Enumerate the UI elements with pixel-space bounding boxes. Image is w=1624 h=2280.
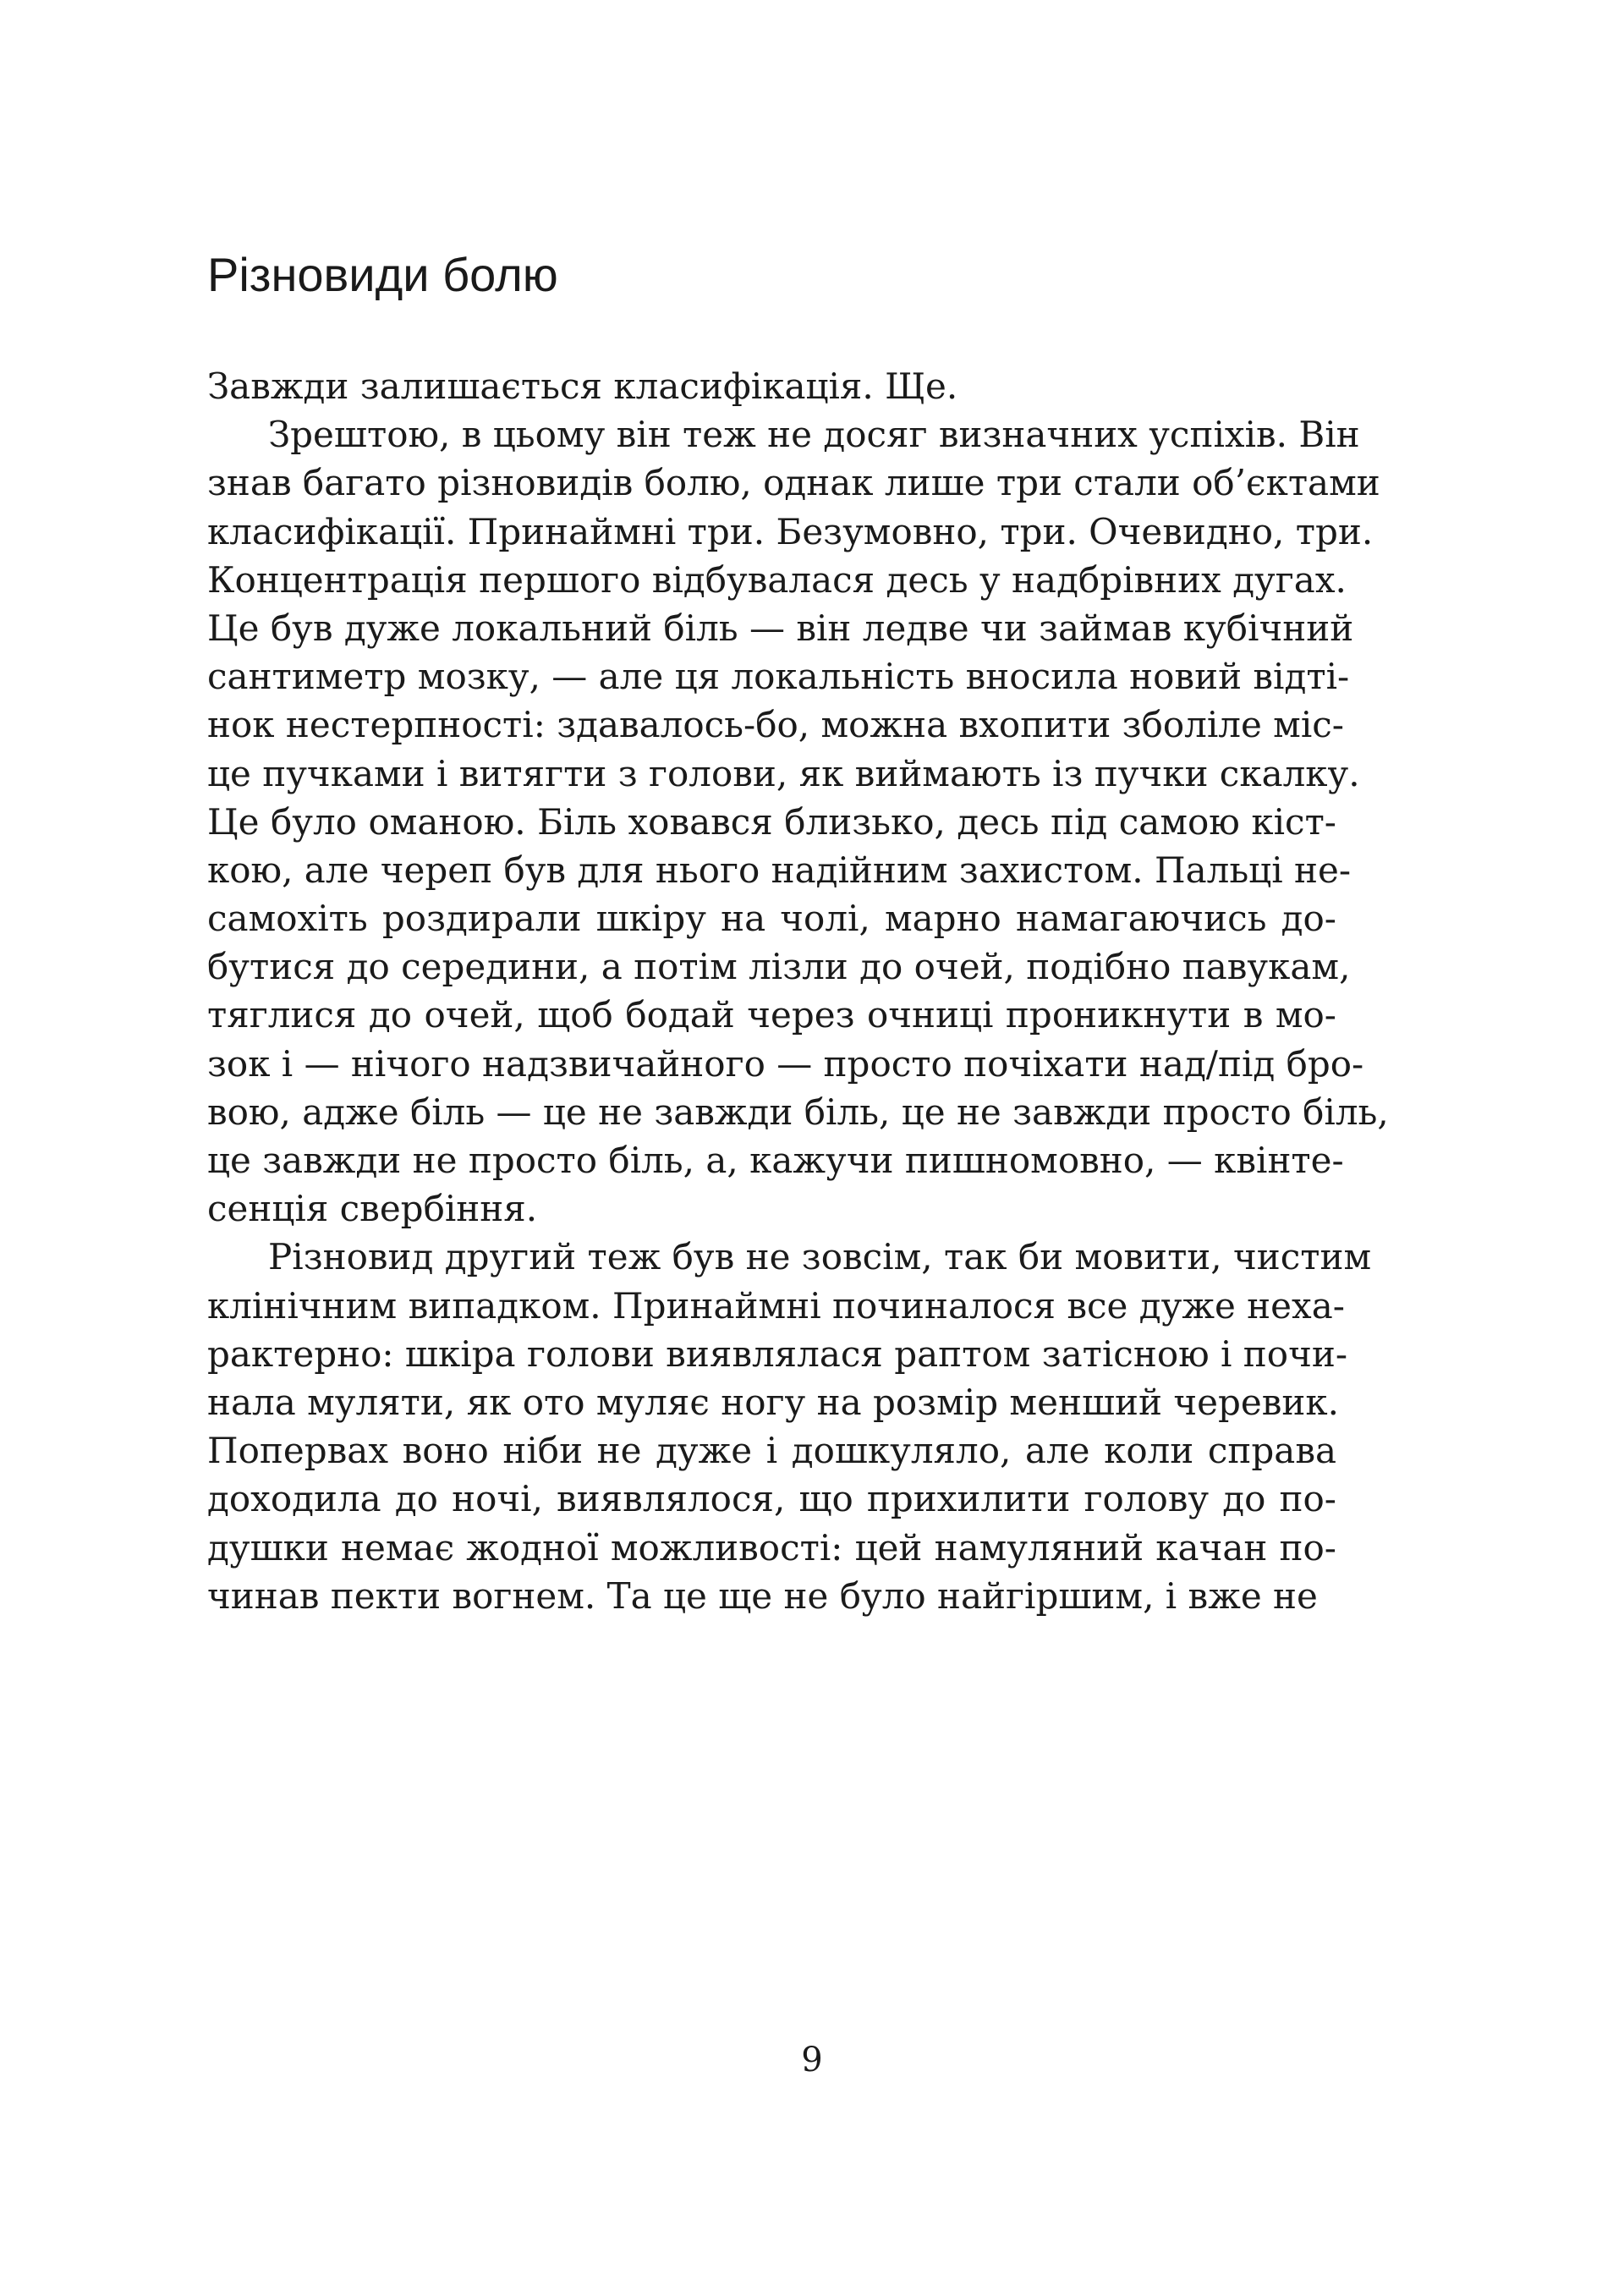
text-line: зок і — нічого надзвичайного — просто почіхати над/під бро-	[207, 1042, 1364, 1085]
text-line: вою, адже біль — це не завжди біль, це не завжди просто біль,	[207, 1091, 1389, 1133]
text-line: Це був дуже локальний біль — він ледве чи займав кубічний	[207, 607, 1354, 649]
text-line: доходила до ночі, виявлялося, що прихилити голову до по-	[207, 1478, 1336, 1520]
text-line: класифікації. Принаймні три. Безумовно, три. Очевидно, три.	[207, 510, 1374, 552]
text-line: тяглися до очей, щоб бодай через очниці проникнути в мо-	[207, 994, 1336, 1036]
text-line: бутися до середини, а потім лізли до очей, подібно павукам,	[207, 946, 1351, 988]
text-line: нала муляти, як ото муляє ногу на розмір менший черевик.	[207, 1381, 1339, 1423]
text-line: нок нестерпності: здавалось-бо, можна вхопити зболіле міс-	[207, 704, 1344, 746]
text-line: клінічним випадком. Принаймні починалося все дуже неха-	[207, 1284, 1345, 1327]
body-text	[207, 362, 1389, 1620]
text-line: Поперваx воно ніби не дуже і дошкуляло, але коли справа	[207, 1430, 1336, 1472]
text-line: це завжди не просто біль, а, кажучи пишномовно, — квінте-	[207, 1140, 1344, 1181]
text-line: самохіть роздирали шкіру на чолі, марно намагаючись до-	[207, 898, 1336, 940]
text-line: Завжди залишається класифікація. Ще.	[207, 365, 958, 407]
chapter-title: Різновиди болю	[207, 248, 558, 301]
text-line: Концентрація першого відбувалася десь у надбрівних дугах.	[207, 558, 1347, 601]
text-line: рактерно: шкіра голови виявлялася раптом затісною і почи-	[207, 1332, 1348, 1375]
text-line: сантиметр мозку, — але ця локальність вносила новий відті-	[207, 656, 1350, 698]
text-line: це пучками і витягти з голови, як виймають із пучки скалку.	[207, 752, 1360, 794]
text-line: чинав пекти вогнем. Та це ще не було найгіршим, і вже не	[207, 1574, 1318, 1617]
text-line: Різновид другий теж був не зовсім, так би мовити, чистим	[268, 1236, 1372, 1278]
text-line: знав багато різновидів болю, однак лише три стали об’єктами	[207, 462, 1380, 504]
text-line: кою, але череп був для нього надійним захистом. Пальці не-	[207, 849, 1352, 891]
text-line: сенція свербіння.	[207, 1188, 538, 1230]
text-line: Зрештою, в цьому він теж не досяг визначних успіхів. Він	[268, 414, 1360, 456]
text-line: Це було оманою. Біль ховався близько, десь під самою кіст-	[207, 800, 1336, 843]
page-number: 9	[801, 2041, 823, 2079]
text-line: душки немає жодної можливості: цей намуляний качан по-	[207, 1526, 1336, 1569]
